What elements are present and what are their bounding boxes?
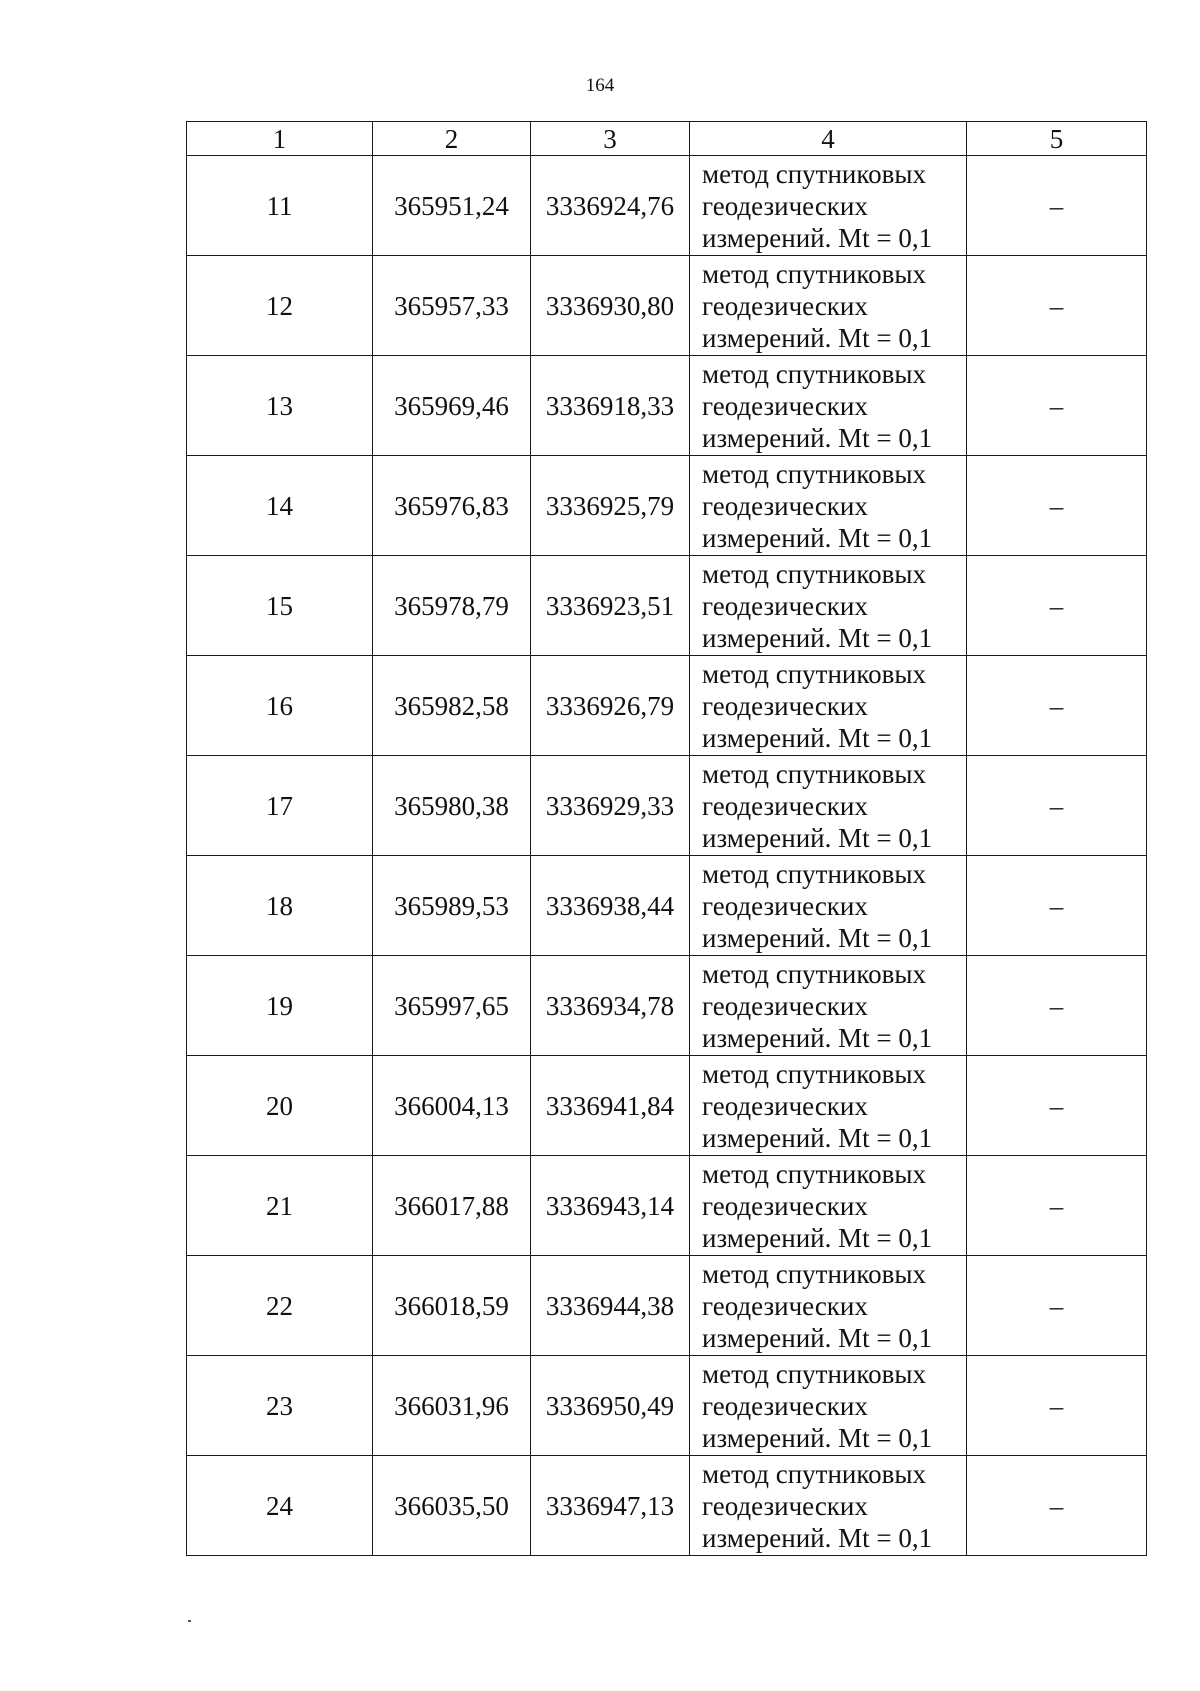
method-cell — [690, 356, 967, 456]
method-line: геодезических — [702, 790, 868, 821]
method-line: измерений. Mt = 0,1 — [702, 922, 933, 953]
table-body — [187, 156, 1147, 1556]
method-line: измерений. Mt = 0,1 — [702, 1322, 933, 1353]
point-number-cell: 16 — [187, 656, 373, 756]
note-cell: – — [967, 956, 1147, 1056]
table-row — [187, 556, 1147, 656]
method-line: измерений. Mt = 0,1 — [702, 222, 933, 253]
note-cell: – — [967, 156, 1147, 256]
method-line: геодезических — [702, 290, 868, 321]
method-line: измерений. Mt = 0,1 — [702, 622, 933, 653]
x-coordinate-cell: 365982,58 — [373, 656, 531, 756]
method-cell — [690, 856, 967, 956]
note-cell: – — [967, 756, 1147, 856]
method-line: метод спутниковых — [702, 1158, 926, 1189]
point-number-cell: 23 — [187, 1356, 373, 1456]
x-coordinate-cell: 366035,50 — [373, 1456, 531, 1556]
table-row — [187, 456, 1147, 556]
header-row — [187, 122, 1147, 156]
note-cell: – — [967, 1156, 1147, 1256]
x-coordinate-cell: 366017,88 — [373, 1156, 531, 1256]
point-number-cell: 12 — [187, 256, 373, 356]
note-cell: – — [967, 1356, 1147, 1456]
note-cell: – — [967, 356, 1147, 456]
method-cell — [690, 1456, 967, 1556]
table-row — [187, 956, 1147, 1056]
method-cell — [690, 1056, 967, 1156]
method-line: геодезических — [702, 1290, 868, 1321]
method-cell — [690, 1256, 967, 1356]
y-coordinate-cell: 3336918,33 — [531, 356, 690, 456]
y-coordinate-cell: 3336923,51 — [531, 556, 690, 656]
method-line: метод спутниковых — [702, 1258, 926, 1289]
method-line: геодезических — [702, 590, 868, 621]
method-line: геодезических — [702, 490, 868, 521]
method-line: метод спутниковых — [702, 658, 926, 689]
method-line: метод спутниковых — [702, 1058, 926, 1089]
method-line: геодезических — [702, 990, 868, 1021]
x-coordinate-cell: 365976,83 — [373, 456, 531, 556]
table-row — [187, 1056, 1147, 1156]
method-cell — [690, 456, 967, 556]
method-line: геодезических — [702, 390, 868, 421]
y-coordinate-cell: 3336929,33 — [531, 756, 690, 856]
point-number-cell: 21 — [187, 1156, 373, 1256]
column-header-3: 3 — [531, 122, 690, 156]
method-line: метод спутниковых — [702, 558, 926, 589]
table-row — [187, 656, 1147, 756]
y-coordinate-cell: 3336944,38 — [531, 1256, 690, 1356]
page-number: 164 — [585, 75, 615, 96]
table-row — [187, 1156, 1147, 1256]
method-line: измерений. Mt = 0,1 — [702, 1422, 933, 1453]
column-header-2: 2 — [373, 122, 531, 156]
point-number-cell: 24 — [187, 1456, 373, 1556]
method-line: геодезических — [702, 1190, 868, 1221]
point-number-cell: 11 — [187, 156, 373, 256]
method-cell — [690, 656, 967, 756]
point-number-cell: 22 — [187, 1256, 373, 1356]
x-coordinate-cell: 365997,65 — [373, 956, 531, 1056]
method-line: геодезических — [702, 690, 868, 721]
method-line: измерений. Mt = 0,1 — [702, 1522, 933, 1553]
table-row — [187, 356, 1147, 456]
coordinates-table — [186, 121, 1147, 1556]
point-number-cell: 20 — [187, 1056, 373, 1156]
x-coordinate-cell: 365980,38 — [373, 756, 531, 856]
method-cell — [690, 756, 967, 856]
x-coordinate-cell: 365989,53 — [373, 856, 531, 956]
method-line: геодезических — [702, 1390, 868, 1421]
method-line: метод спутниковых — [702, 458, 926, 489]
method-line: измерений. Mt = 0,1 — [702, 822, 933, 853]
table-row — [187, 856, 1147, 956]
y-coordinate-cell: 3336947,13 — [531, 1456, 690, 1556]
table-row — [187, 156, 1147, 256]
x-coordinate-cell: 365957,33 — [373, 256, 531, 356]
point-number-cell: 14 — [187, 456, 373, 556]
method-line: геодезических — [702, 890, 868, 921]
column-header-5: 5 — [967, 122, 1147, 156]
method-line: метод спутниковых — [702, 1358, 926, 1389]
point-number-cell: 18 — [187, 856, 373, 956]
method-line: геодезических — [702, 1490, 868, 1521]
method-line: геодезических — [702, 1090, 868, 1121]
method-cell — [690, 1356, 967, 1456]
y-coordinate-cell: 3336926,79 — [531, 656, 690, 756]
method-line: метод спутниковых — [702, 758, 926, 789]
x-coordinate-cell: 366031,96 — [373, 1356, 531, 1456]
method-line: метод спутниковых — [702, 158, 926, 189]
y-coordinate-cell: 3336924,76 — [531, 156, 690, 256]
x-coordinate-cell: 365969,46 — [373, 356, 531, 456]
table-row — [187, 1256, 1147, 1356]
note-cell: – — [967, 1056, 1147, 1156]
note-cell: – — [967, 556, 1147, 656]
method-line: геодезических — [702, 190, 868, 221]
method-line: метод спутниковых — [702, 1458, 926, 1489]
column-header-1: 1 — [187, 122, 373, 156]
method-line: метод спутниковых — [702, 358, 926, 389]
note-cell: – — [967, 456, 1147, 556]
note-cell: – — [967, 856, 1147, 956]
point-number-cell: 15 — [187, 556, 373, 656]
method-line: измерений. Mt = 0,1 — [702, 322, 933, 353]
y-coordinate-cell: 3336943,14 — [531, 1156, 690, 1256]
note-cell: – — [967, 256, 1147, 356]
method-cell — [690, 156, 967, 256]
table-row — [187, 1356, 1147, 1456]
table-row — [187, 756, 1147, 856]
y-coordinate-cell: 3336950,49 — [531, 1356, 690, 1456]
scan-speck — [188, 1620, 191, 1622]
point-number-cell: 17 — [187, 756, 373, 856]
method-line: измерений. Mt = 0,1 — [702, 1122, 933, 1153]
column-header-4: 4 — [690, 122, 967, 156]
table-row — [187, 1456, 1147, 1556]
method-line: измерений. Mt = 0,1 — [702, 722, 933, 753]
table-row — [187, 256, 1147, 356]
point-number-cell: 13 — [187, 356, 373, 456]
method-cell — [690, 956, 967, 1056]
method-line: метод спутниковых — [702, 858, 926, 889]
x-coordinate-cell: 366018,59 — [373, 1256, 531, 1356]
method-line: измерений. Mt = 0,1 — [702, 1222, 933, 1253]
y-coordinate-cell: 3336930,80 — [531, 256, 690, 356]
method-cell — [690, 1156, 967, 1256]
method-line: измерений. Mt = 0,1 — [702, 1022, 933, 1053]
note-cell: – — [967, 1456, 1147, 1556]
note-cell: – — [967, 656, 1147, 756]
x-coordinate-cell: 366004,13 — [373, 1056, 531, 1156]
y-coordinate-cell: 3336925,79 — [531, 456, 690, 556]
method-line: измерений. Mt = 0,1 — [702, 422, 933, 453]
point-number-cell: 19 — [187, 956, 373, 1056]
y-coordinate-cell: 3336938,44 — [531, 856, 690, 956]
method-line: метод спутниковых — [702, 958, 926, 989]
method-line: измерений. Mt = 0,1 — [702, 522, 933, 553]
x-coordinate-cell: 365951,24 — [373, 156, 531, 256]
note-cell: – — [967, 1256, 1147, 1356]
method-cell — [690, 256, 967, 356]
method-line: метод спутниковых — [702, 258, 926, 289]
table-header — [187, 122, 1147, 156]
x-coordinate-cell: 365978,79 — [373, 556, 531, 656]
method-cell — [690, 556, 967, 656]
y-coordinate-cell: 3336934,78 — [531, 956, 690, 1056]
y-coordinate-cell: 3336941,84 — [531, 1056, 690, 1156]
